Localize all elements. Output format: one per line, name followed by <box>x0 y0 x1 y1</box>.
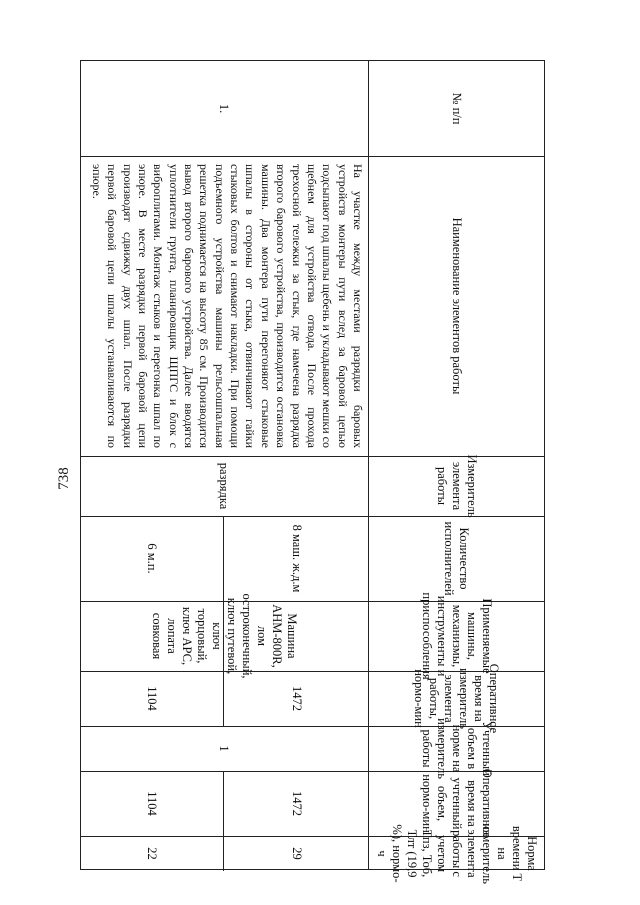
header-workers: Количество исполнителей <box>442 521 472 596</box>
row-workers-a: 8 маш. ж.д.м <box>290 524 304 593</box>
page-number: 738 <box>55 467 72 490</box>
header-number: № п/п <box>450 92 464 125</box>
row-norm-a: 29 <box>290 847 304 860</box>
row-description: На участке между местами разрядки баровых устройств монтеры пути вслед за баровой цепью подсыпают под шпалы щебень и укладывают мешки со щебнем для устройства отвода. После прохода трехосной тележки за стык, где намечена разрядка второго барового устройства, производится остановка машины. Два монтера пути перегоняют стыковые шпалы в стороны от стыка, отвинчивают гайки стыковых болтов и снимают накладки. При помощи подъемного устройства машины рельсошпальная решетка поднимается на высоту 85 см. Производится вывод второго барового устройства. Далее вводятся уплотнители грунта, планировщик ЩПГС и блок с виброплитами. Монтаж стыков и перегонка шпал по эпюре. В месте разрядки первой баровой цепи производят сдвижку двух шпал. После разрядки первой баровой цепи шпалы устанавливаются по эпюре. <box>89 164 365 448</box>
row-volume: 1 <box>217 745 232 752</box>
header-op-volume: Оперативное время на учтенный объем, нормо-мин <box>420 768 494 839</box>
row-unit: разрядка <box>217 462 232 510</box>
row-norm-b: 22 <box>145 847 159 860</box>
header-norm: Норма времени Т на измеритель элемента работы с учетом Тпз, Тоб, Тлт (19,9 %), нормо-ч <box>375 823 539 884</box>
header-volume: Учтенный объем в норме на измеритель работы <box>420 718 494 779</box>
row-number: 1. <box>217 103 232 114</box>
row-workers-b: 6 м.п. <box>145 543 159 574</box>
norms-table <box>80 60 545 884</box>
row-op-time-a: 1472 <box>290 686 304 711</box>
row-op-volume-b: 1104 <box>145 791 159 816</box>
row-op-volume-a: 1472 <box>290 791 304 816</box>
header-op-time: Оперативное время на измеритель элемента работы, нормо-мин <box>412 663 502 734</box>
header-elements: Наименование элементов работы <box>450 217 464 395</box>
rotated-table-container <box>80 60 545 884</box>
header-machines: Применяемые машины, механизмы, инструменты и приспособления <box>420 592 494 680</box>
row-machines: Машина АНМ-800R, лом остроконечный, ключ путевой, ключ торцовый, ключ АРС, лопата совковая <box>150 593 299 679</box>
row-op-time-b: 1104 <box>145 686 159 711</box>
header-unit: Измеритель элемента работы <box>435 454 479 518</box>
